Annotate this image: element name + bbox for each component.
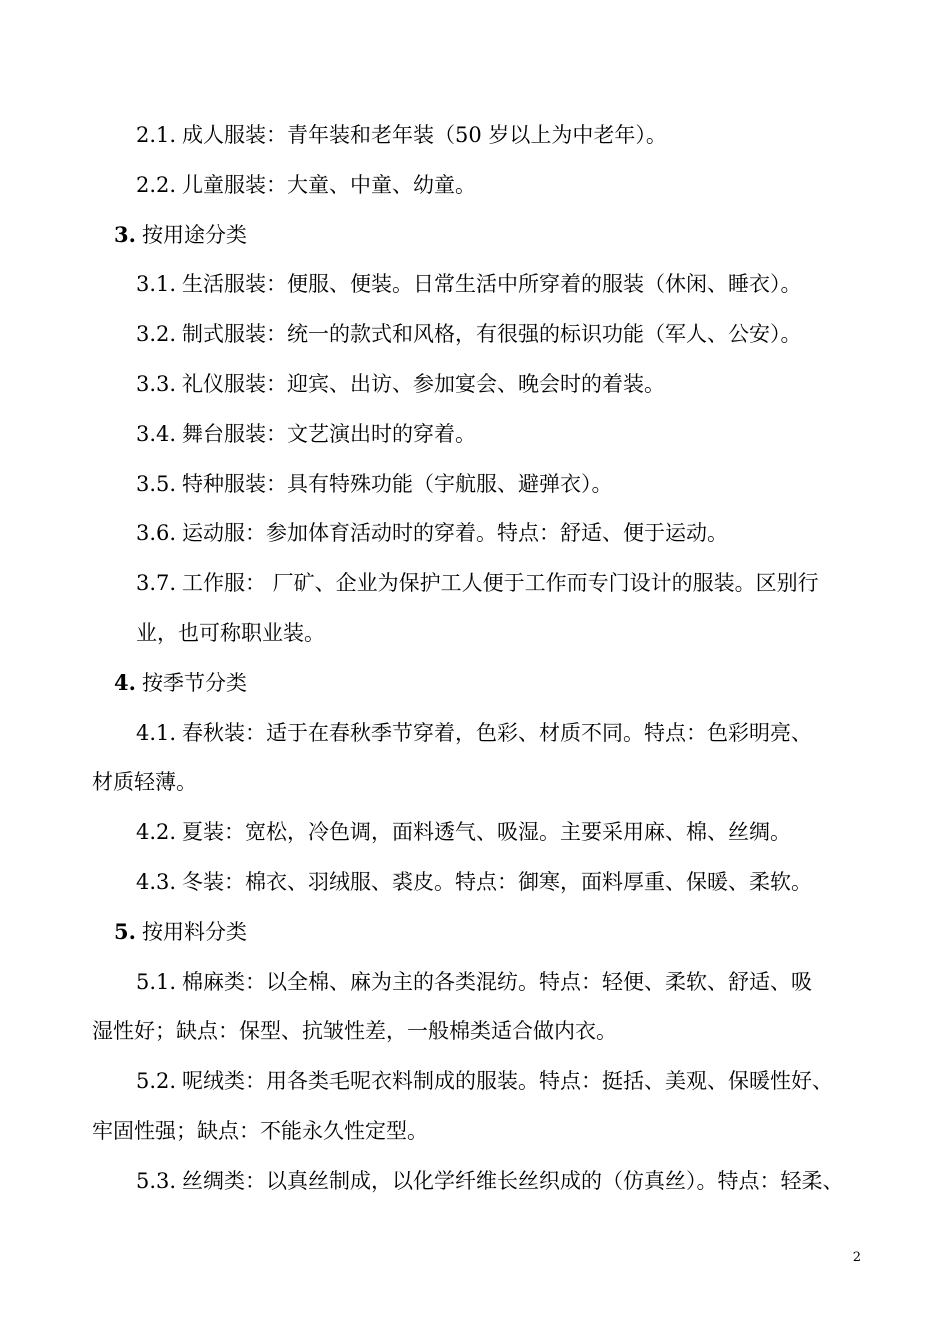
line-text: 舞台服装：文艺演出时的穿着。	[182, 422, 476, 446]
text-line	[0, 369, 950, 399]
item-number: 4.	[114, 670, 136, 695]
item-number: 2.2.	[136, 173, 177, 197]
item-number: 5.	[114, 919, 136, 944]
line-text: 礼仪服装：迎宾、出访、参加宴会、晚会时的着装。	[182, 372, 665, 396]
text-line	[0, 1116, 950, 1146]
text-line	[0, 469, 950, 499]
text-line	[0, 1166, 950, 1196]
text-line	[0, 1066, 950, 1096]
item-number: 3.6.	[136, 521, 177, 545]
text-line	[0, 518, 950, 548]
line-text: 按用途分类	[142, 223, 247, 247]
item-number: 3.7.	[136, 571, 177, 595]
line-text: 丝绸类：以真丝制成，以化学纤维长丝织成的（仿真丝）。特点：轻柔、	[182, 1169, 844, 1193]
item-number: 5.3.	[136, 1169, 177, 1193]
text-line	[0, 718, 950, 748]
text-line	[0, 867, 950, 897]
item-number: 3.2.	[136, 322, 177, 346]
line-text: 特种服装：具有特殊功能（宇航服、避弹衣）。	[182, 472, 613, 496]
text-line	[0, 817, 950, 847]
line-text: 棉麻类：以全棉、麻为主的各类混纺。特点：轻便、柔软、舒适、吸	[182, 970, 812, 994]
line-text: 按季节分类	[142, 671, 247, 695]
line-text: 成人服装：青年装和老年装（50 岁以上为中老年）。	[182, 123, 667, 147]
item-number: 2.1.	[136, 123, 177, 147]
item-number: 3.5.	[136, 472, 177, 496]
section-heading	[0, 220, 950, 250]
line-text: 按用料分类	[142, 920, 247, 944]
line-text: 材质轻薄。	[92, 770, 197, 794]
item-number: 4.1.	[136, 721, 177, 745]
item-number: 3.	[114, 222, 136, 247]
section-heading	[0, 668, 950, 698]
section-heading	[0, 917, 950, 947]
line-text: 运动服：参加体育活动时的穿着。特点：舒适、便于运动。	[182, 521, 728, 545]
text-line	[0, 419, 950, 449]
line-text: 生活服装：便服、便装。日常生活中所穿着的服装（休闲、睡衣）。	[182, 272, 802, 296]
line-text: 工作服： 厂矿、企业为保护工人便于工作而专门设计的服装。区别行	[182, 571, 819, 595]
item-number: 4.2.	[136, 820, 177, 844]
line-text: 儿童服装：大童、中童、幼童。	[182, 173, 476, 197]
line-text: 制式服装：统一的款式和风格，有很强的标识功能（军人、公安）。	[182, 322, 802, 346]
line-text: 春秋装：适于在春秋季节穿着，色彩、材质不同。特点：色彩明亮、	[182, 721, 812, 745]
text-line	[0, 618, 950, 648]
text-line	[0, 120, 950, 150]
item-number: 3.4.	[136, 422, 177, 446]
line-text: 呢绒类：用各类毛呢衣料制成的服装。特点：挺括、美观、保暖性好、	[182, 1069, 833, 1093]
line-text: 夏装：宽松，冷色调，面料透气、吸湿。主要采用麻、棉、丝绸。	[182, 820, 791, 844]
text-line	[0, 319, 950, 349]
line-text: 业，也可称职业装。	[136, 621, 325, 645]
item-number: 3.1.	[136, 272, 177, 296]
text-line	[0, 269, 950, 299]
item-number: 5.2.	[136, 1069, 177, 1093]
page-number: 2	[852, 1250, 861, 1265]
item-number: 4.3.	[136, 870, 177, 894]
text-line	[0, 170, 950, 200]
item-number: 5.1.	[136, 970, 177, 994]
line-text: 冬装：棉衣、羽绒服、裘皮。特点：御寒，面料厚重、保暖、柔软。	[182, 870, 812, 894]
text-line	[0, 568, 950, 598]
item-number: 3.3.	[136, 372, 177, 396]
text-line	[0, 967, 950, 997]
text-line	[0, 767, 950, 797]
text-line	[0, 1016, 950, 1046]
line-text: 牢固性强；缺点：不能永久性定型。	[92, 1119, 428, 1143]
line-text: 湿性好；缺点：保型、抗皱性差，一般棉类适合做内衣。	[92, 1019, 617, 1043]
